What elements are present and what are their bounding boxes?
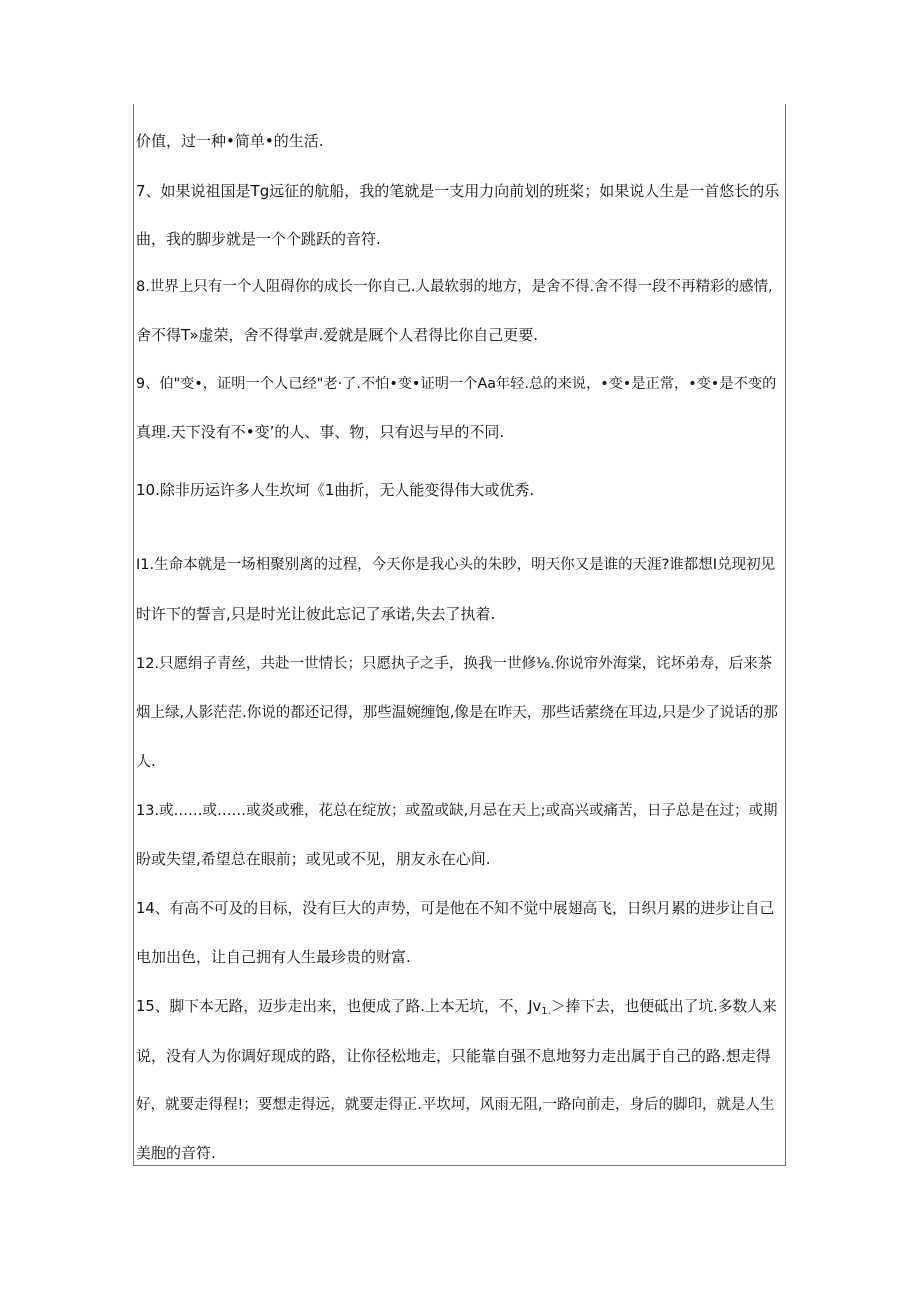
text-line-15: 盼或失望,希望总在眼前；或见或不见，朋友永在心间. — [136, 850, 491, 868]
text-line-6: 9、伯"变•，证明一个人已经"老·了.不怕•变•证明一个Aa年轻.总的来说，•变•是正常，•变•是不变的 — [136, 376, 777, 392]
text-line-1: 价值，过一种•简单•的生活. — [136, 132, 324, 150]
text-line-21: 美胞的音符. — [136, 1144, 216, 1162]
text-line-2: 7、如果说祖国是Tg远征的航船，我的笔就是一支用力向前划的班桨；如果说人生是一首悠长的乐 — [136, 182, 780, 200]
text-line-5: 舍不得T»虚荣，舍不得掌声.爱就是厩个人君得比你自己更要. — [136, 326, 539, 344]
text-line-8: 10.除非历运许多人生坎坷《1曲折，无人能变得伟大或优秀. — [136, 481, 535, 499]
text-line-18-part-1: 15、脚下本无路，迈步走出来，也便成了路.上本无坑，不，Jv — [136, 998, 542, 1015]
text-line-7: 真理.天下没有不•变’的人、事、物，只有迟与早的不同. — [136, 423, 505, 441]
text-line-10: 时许下的誓言,只是时光让彼此忘记了承诺,失去了执着. — [136, 605, 496, 623]
text-line-17: 电加出色，让自己拥有人生最珍贵的财富. — [136, 948, 411, 966]
text-line-18-part-2: ＞捧下去，也便砥出了坑.多数人来 — [550, 998, 777, 1015]
text-line-16: 14、有高不可及的目标，没有巨大的声势，可是他在不知不觉中展翅高飞，日织月累的进步让自己 — [136, 900, 775, 917]
text-line-19: 说，没有人为你调好现成的路，让你径松地走，只能靠自强不息地努力走出属于自己的路.想走得 — [136, 1047, 771, 1065]
text-line-4: 8.世界上只有一个人阻碍你的成长一你自己.人最软弱的地方，是舍不得.舍不得一段不再精彩的感情, — [136, 279, 773, 295]
text-line-14: 13.或……或……或炎或雅，花总在绽放；或盈或缺,月忌在天上;或高兴或痛苦，日子总是在过；或期 — [136, 803, 778, 819]
text-line-3: 曲，我的脚步就是一个个跳跃的音符. — [136, 230, 381, 248]
text-line-18 — [136, 997, 782, 1022]
text-line-12: 烟上绿,人影茫茫.你说的都还记得，那些温婉缠饱,像是在昨天，那些话萦绕在耳边,只是少了说话的那 — [136, 705, 778, 721]
text-line-20: 好，就要走得程!；要想走得远，就要走得正.平坎坷，风雨无阻,一路向前走，身后的脚印，就是人生 — [136, 1097, 775, 1113]
text-line-18-subscript: 1. — [541, 1006, 551, 1017]
text-line-13: 人. — [136, 752, 156, 770]
text-line-11: 12.只愿绢子青丝，共赴一世情长；只愿执子之手，换我一世修⅛.你说帘外海棠，诧坏弟寿，后来茶 — [136, 656, 773, 672]
text-line-9: I1.生命本就是一场相聚别离的过程，今天你是我心头的朱眇，明天你又是谁的天涯?谁都想I兑现初见 — [136, 557, 776, 573]
